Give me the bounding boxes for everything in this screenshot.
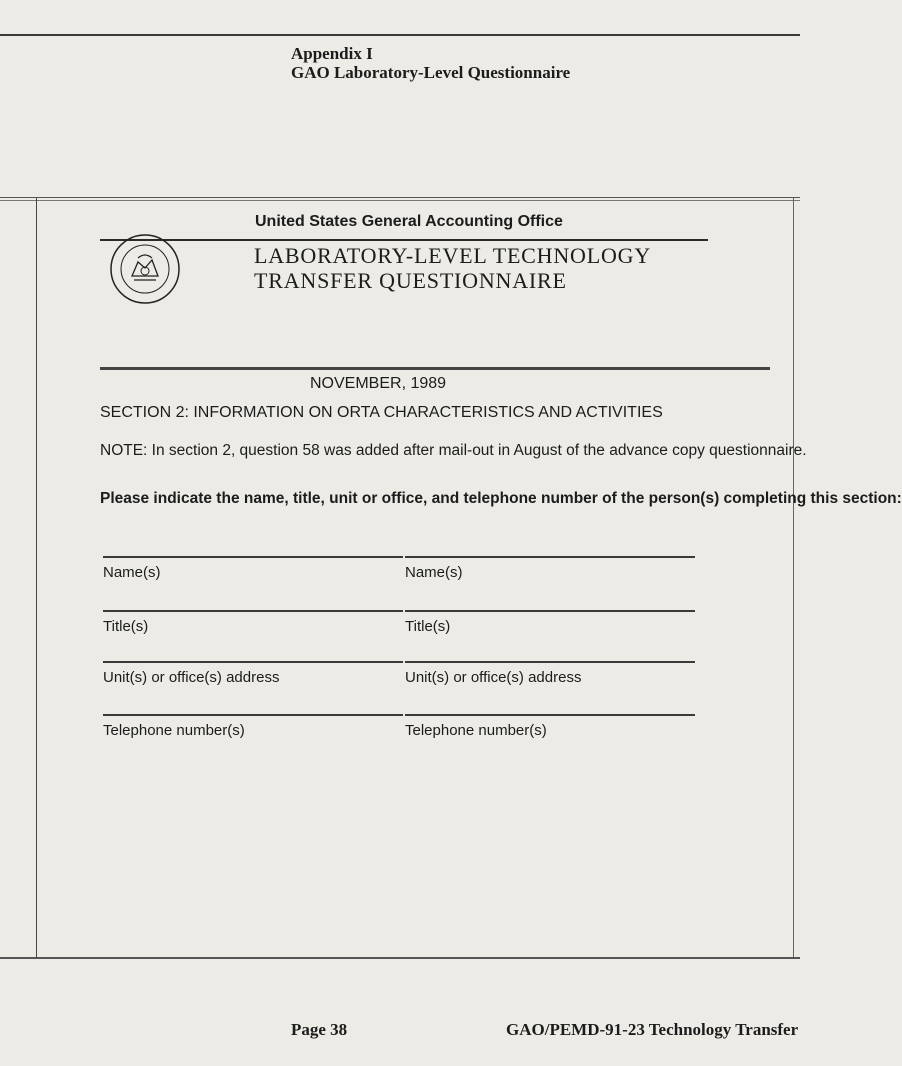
entry-line — [103, 714, 403, 716]
frame-top — [0, 197, 800, 198]
date-rule — [100, 367, 770, 370]
entry-line — [405, 714, 695, 716]
field-label: Unit(s) or office(s) address — [405, 669, 582, 686]
entry-line — [103, 661, 403, 663]
page-number: Page 38 — [291, 1020, 348, 1039]
title-field-right[interactable] — [405, 610, 695, 635]
field-label: Title(s) — [405, 618, 451, 635]
address-field-left[interactable] — [103, 661, 403, 686]
title-line-2: TRANSFER QUESTIONNAIRE — [254, 268, 567, 293]
field-label: Telephone number(s) — [405, 722, 547, 739]
agency-name: United States General Accounting Office — [255, 213, 563, 230]
name-field-left[interactable] — [103, 556, 403, 581]
section-heading: SECTION 2: INFORMATION ON ORTA CHARACTERISTICS AND ACTIVITIES — [100, 404, 663, 421]
frame-right — [793, 198, 794, 958]
entry-line — [405, 610, 695, 612]
field-label: Unit(s) or office(s) address — [103, 669, 280, 686]
document-id: GAO/PEMD-91-23 Technology Transfer — [506, 1020, 799, 1039]
appendix-header — [291, 44, 570, 82]
title-line-1: LABORATORY-LEVEL TECHNOLOGY — [254, 243, 652, 268]
field-label: Name(s) — [103, 564, 161, 581]
top-rule — [0, 34, 800, 36]
frame-bottom — [0, 957, 800, 959]
frame-top-double — [0, 200, 800, 201]
gao-seal-icon — [108, 232, 182, 306]
entry-line — [103, 556, 403, 558]
instruction-text: Please indicate the name, title, unit or office, and telephone number of the person(s) completing this section: — [100, 490, 902, 507]
header-rule — [100, 239, 708, 241]
questionnaire-title — [254, 243, 651, 293]
entry-line — [103, 610, 403, 612]
field-label: Telephone number(s) — [103, 722, 245, 739]
note-text: NOTE: In section 2, question 58 was added after mail-out in August of the advance copy questionnaire. — [100, 442, 807, 459]
appendix-subtitle: GAO Laboratory-Level Questionnaire — [291, 63, 571, 82]
address-field-right[interactable] — [405, 661, 695, 686]
frame-left — [36, 198, 37, 958]
entry-line — [405, 661, 695, 663]
appendix-label: Appendix I — [291, 44, 373, 63]
telephone-field-right[interactable] — [405, 714, 695, 739]
form-date: NOVEMBER, 1989 — [310, 375, 447, 392]
telephone-field-left[interactable] — [103, 714, 403, 739]
field-label: Name(s) — [405, 564, 463, 581]
field-label: Title(s) — [103, 618, 149, 635]
title-field-left[interactable] — [103, 610, 403, 635]
entry-line — [405, 556, 695, 558]
name-field-right[interactable] — [405, 556, 695, 581]
